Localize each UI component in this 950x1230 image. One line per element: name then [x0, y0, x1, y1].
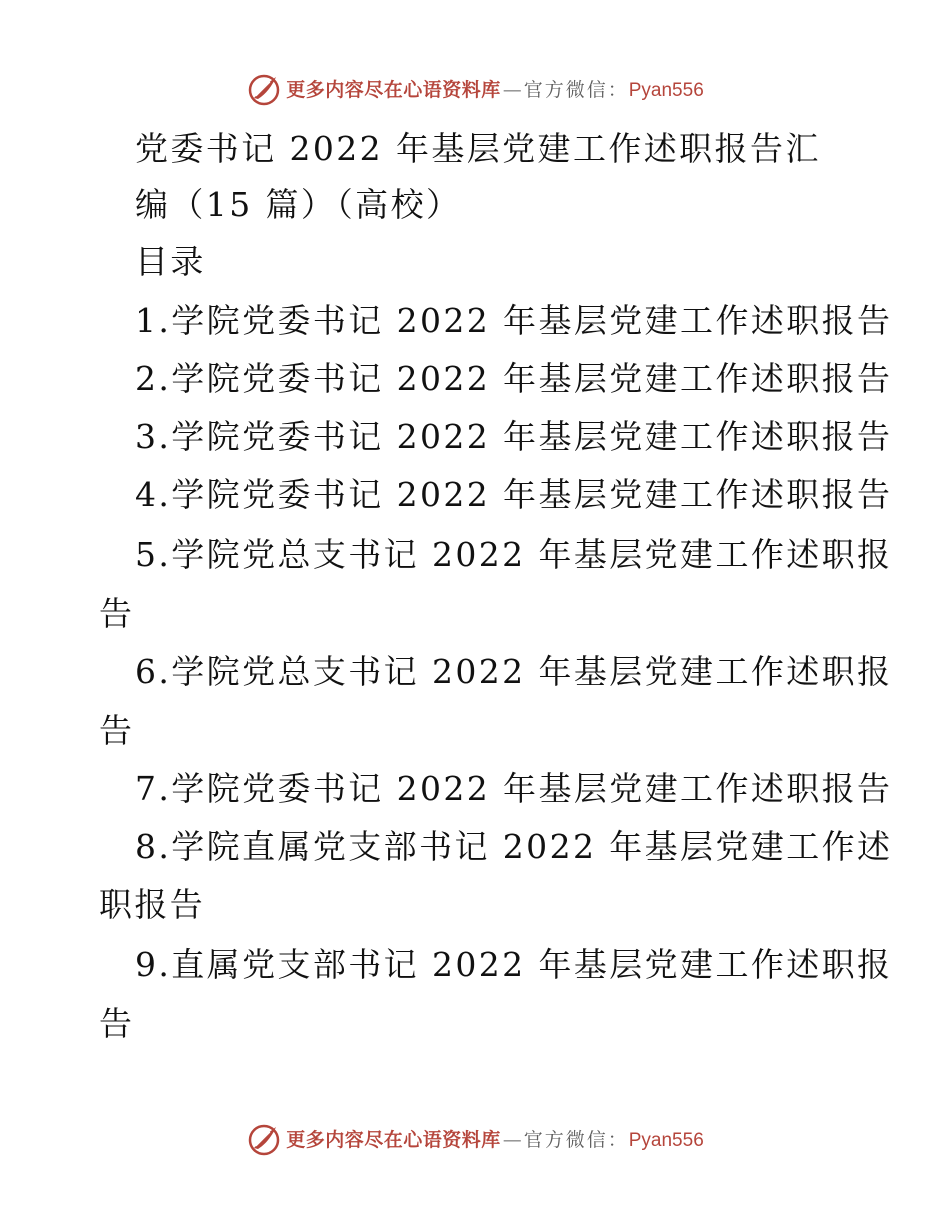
quill-logo-icon: [246, 1122, 282, 1158]
watermark-text: 更多内容尽在心语资料库: [286, 1128, 501, 1151]
toc-item-1: 1.学院党委书记 2022 年基层党建工作述职报告: [135, 301, 893, 340]
watermark-id: Pyan556: [628, 79, 704, 101]
toc-heading: 目录: [135, 242, 206, 281]
toc-item-8-wrap: 职报告: [99, 885, 206, 924]
toc-item-5: 5.学院党总支书记 2022 年基层党建工作述职报: [135, 535, 893, 574]
doc-title-line1: 党委书记 2022 年基层党建工作述职报告汇: [135, 129, 821, 168]
toc-item-6: 6.学院党总支书记 2022 年基层党建工作述职报: [135, 652, 893, 691]
toc-item-2: 2.学院党委书记 2022 年基层党建工作述职报告: [135, 359, 893, 398]
watermark-separator: —: [502, 1128, 522, 1151]
watermark-id: Pyan556: [628, 1129, 704, 1151]
toc-item-5-wrap: 告: [99, 594, 135, 633]
toc-item-3: 3.学院党委书记 2022 年基层党建工作述职报告: [135, 417, 893, 456]
footer-watermark: [0, 1120, 950, 1160]
watermark-separator: —: [502, 78, 522, 101]
quill-logo-icon: [246, 72, 282, 108]
doc-title-line2: 编（15 篇）（高校）: [135, 185, 462, 224]
header-watermark: [0, 70, 950, 110]
toc-item-4: 4.学院党委书记 2022 年基层党建工作述职报告: [135, 475, 893, 514]
watermark-text: 更多内容尽在心语资料库: [286, 78, 501, 101]
watermark-label: 官方微信：: [523, 78, 629, 101]
toc-item-9: 9.直属党支部书记 2022 年基层党建工作述职报: [135, 945, 893, 984]
toc-item-7: 7.学院党委书记 2022 年基层党建工作述职报告: [135, 769, 893, 808]
toc-item-8: 8.学院直属党支部书记 2022 年基层党建工作述: [135, 827, 893, 866]
toc-item-9-wrap: 告: [99, 1004, 135, 1043]
toc-item-6-wrap: 告: [99, 711, 135, 750]
watermark-label: 官方微信：: [523, 1128, 629, 1151]
